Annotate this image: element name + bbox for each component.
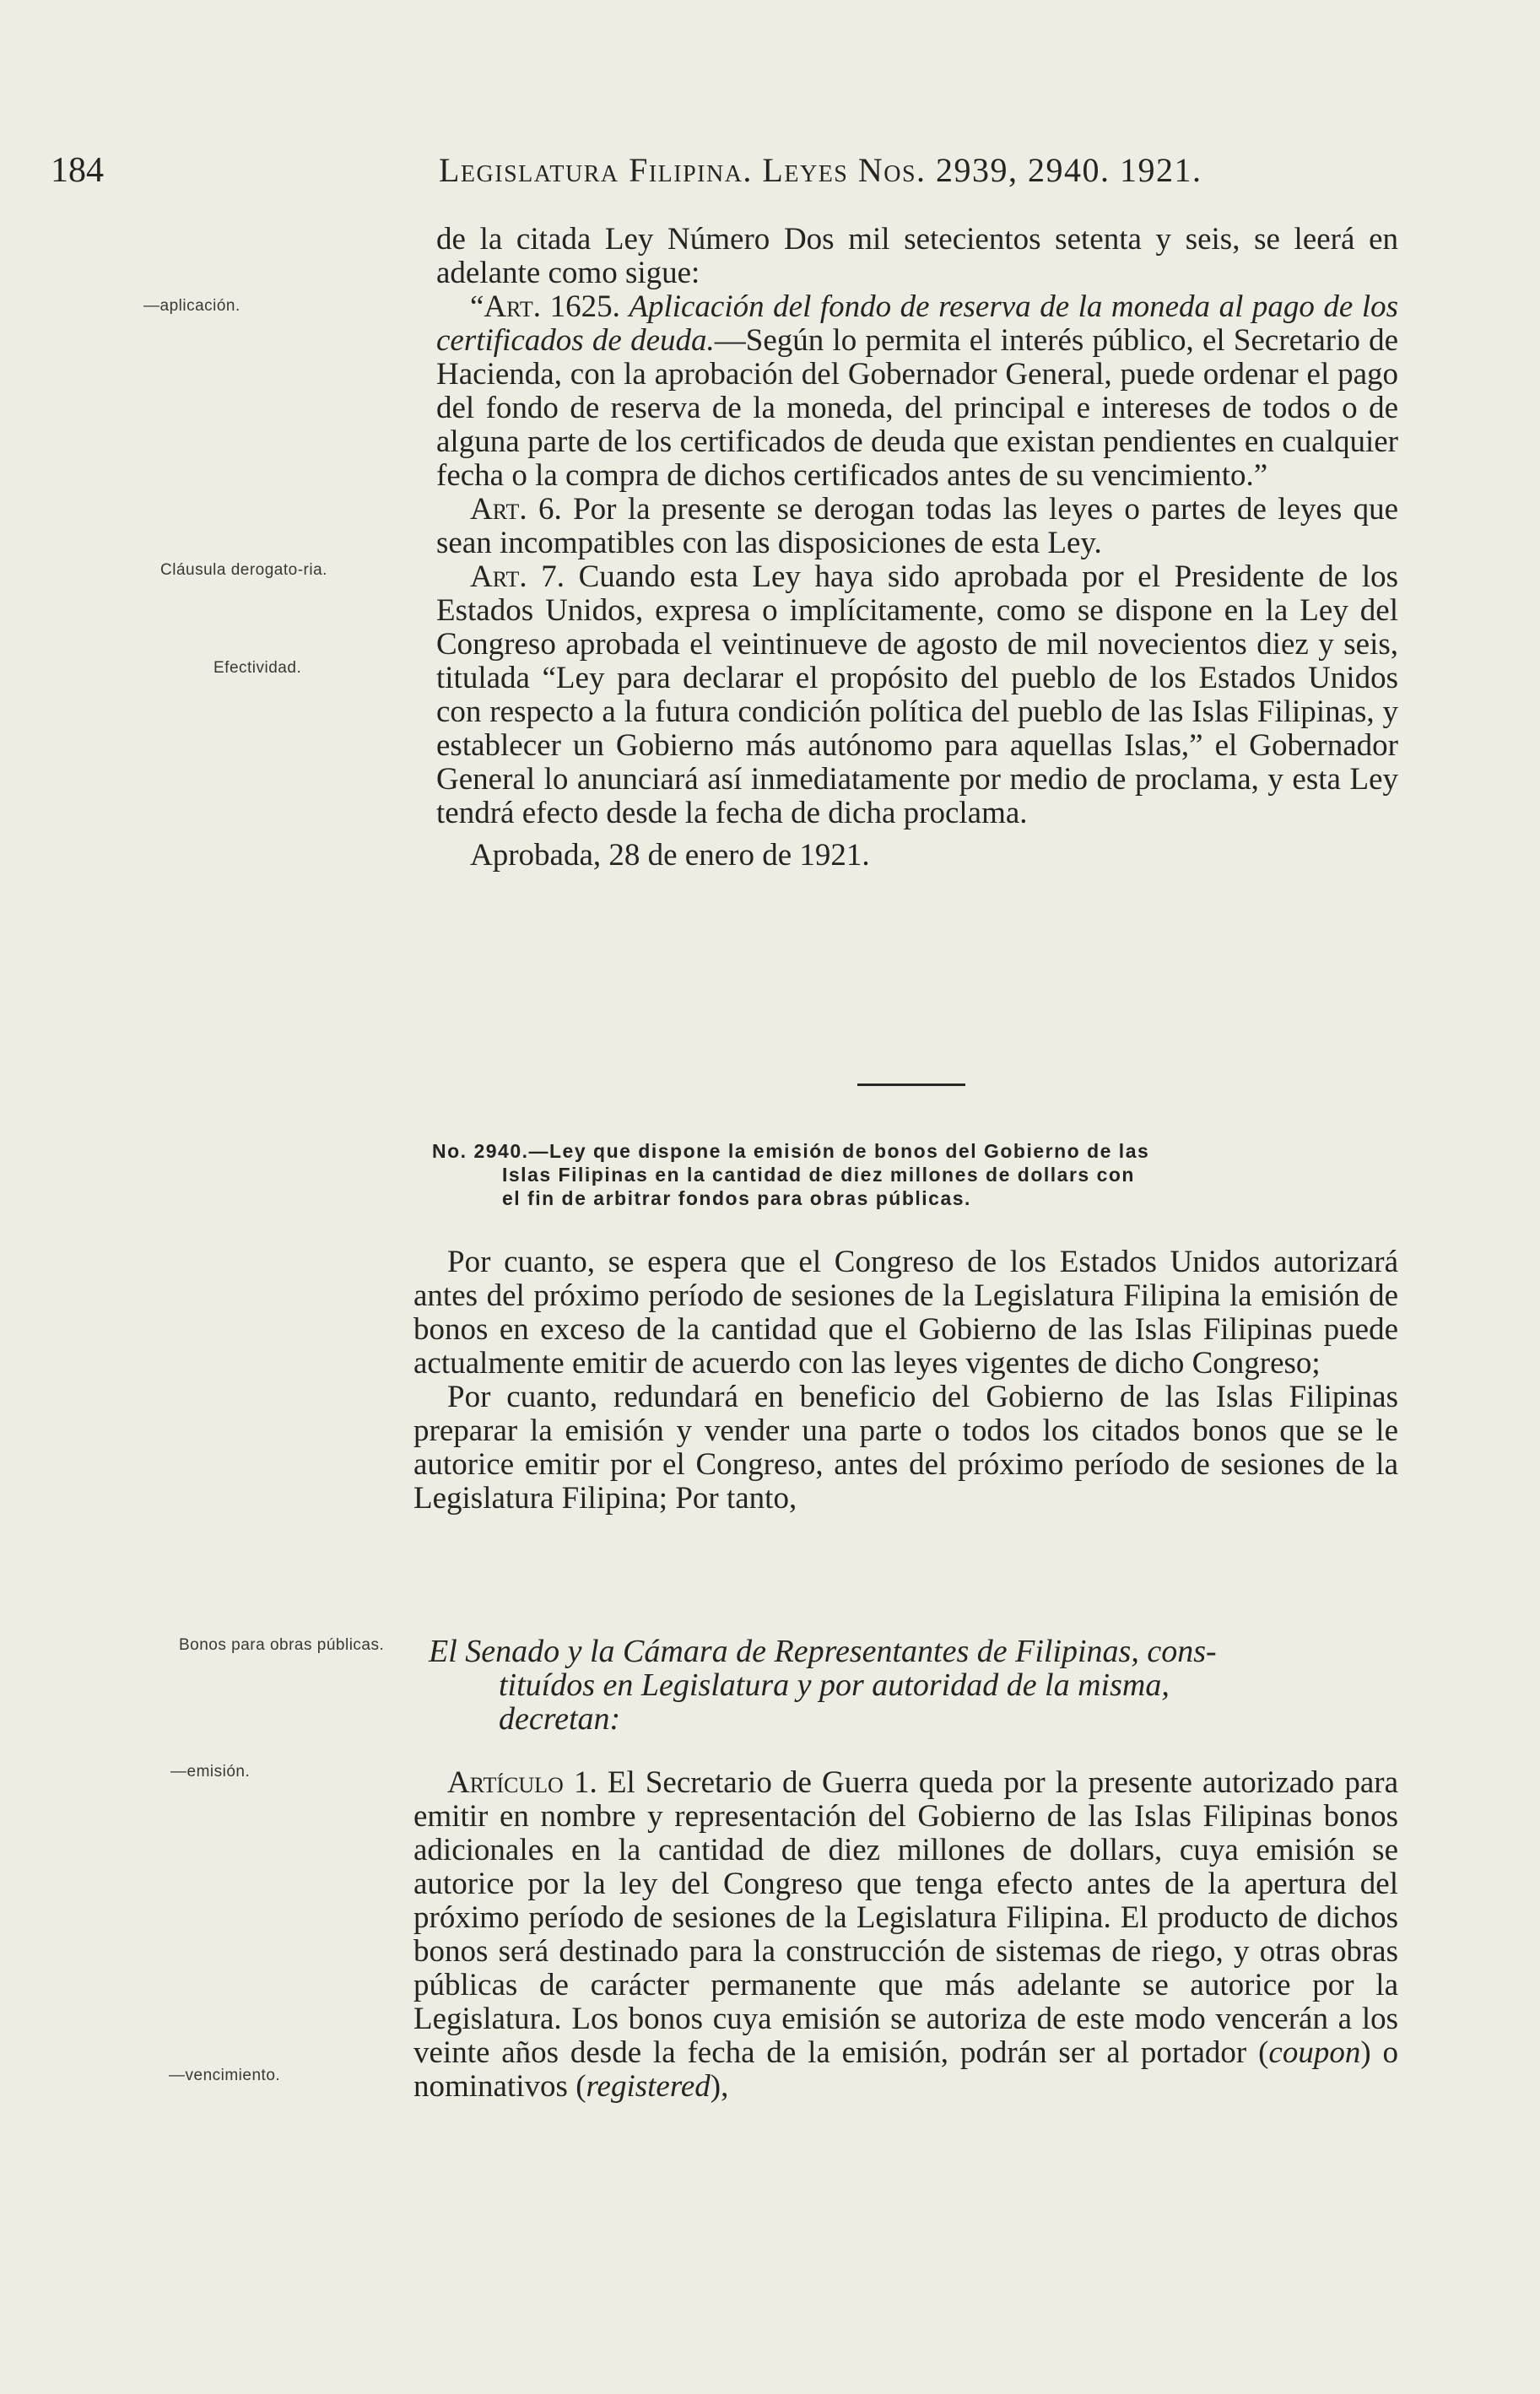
law-title-line-2: Islas Filipinas en la cantidad de diez millones de dollars con	[502, 1164, 1135, 1186]
enacting-line-3: decretan:	[499, 1701, 621, 1737]
section-ley-2939	[436, 223, 1398, 873]
enacting-clause	[429, 1635, 1399, 1736]
coupon-term: coupon	[1268, 2035, 1361, 2070]
whereas-1: Por cuanto, se espera que el Congreso de los Estados Unidos autorizará antes del próximo período de sesiones de la Legislatura Filipina la emisión de bonos en exceso de la cantidad que el Gobierno de las Islas Filipinas puede actualmente emitir de acuerdo con las leyes vigentes de dicho Congreso;	[413, 1245, 1398, 1381]
margin-note-emision: —emisión.	[170, 1763, 251, 1781]
law-number: No. 2940.	[432, 1140, 529, 1162]
article-1	[413, 1766, 1398, 2104]
article-6-label: Art. 6.	[470, 492, 562, 527]
article-7	[436, 560, 1398, 830]
article-1-label: Artículo 1.	[447, 1765, 597, 1800]
whereas-2: Por cuanto, redundará en beneficio del Gobierno de las Islas Filipinas preparar la emisión y vender una parte o todos los citados bonos que se le autorice emitir por el Congreso, antes del próximo período de sesiones de la Legislatura Filipina; Por tanto,	[413, 1380, 1398, 1516]
article-1-body: El Secretario de Guerra queda por la presente autorizado para emitir en nombre y representación del Gobierno de las Islas Filipinas bonos adicionales en la cantidad de diez millones de dollars, cuya emisión se autorice por la ley del Congreso que tenga efecto antes de la apertura del próximo período de sesiones de la Legislatura Filipina. El producto de dichos bonos será destinado para la construcción de sistemas de riego, y otras obras públicas de carácter permanente que más adelante se autorice por la Legislatura. Los bonos cuya emisión se autoriza de este modo vencerán a los veinte años desde la fecha de la emisión, podrán ser al portador (	[413, 1765, 1398, 2070]
registered-term: registered	[586, 2069, 711, 2104]
section-divider	[857, 1084, 965, 1086]
article-1625-title: Aplicación del fondo de reserva de la moneda al pago de los certificados de deuda.	[436, 289, 1398, 358]
margin-note-bonos-obras-publicas: Bonos para obras públicas.	[179, 1636, 385, 1654]
article-1625-body: —Según lo permita el interés público, el Secretario de Hacienda, con la aprobación del Gobernador General, puede ordenar el pago del fondo de reserva de la moneda, del principal e intereses de todos o de alguna parte de los certificados de deuda que existan pendientes en cualquier fecha o la compra de dichos certificados antes de su vencimiento.”	[436, 323, 1399, 493]
law-title-line-1: —Ley que dispone la emisión de bonos del Gobierno de las	[528, 1140, 1150, 1162]
intro-paragraph: de la citada Ley Número Dos mil setecientos setenta y seis, se leerá en adelante como sigue:	[436, 222, 1398, 290]
law-title-line-3: el fin de arbitrar fondos para obras públicas.	[502, 1187, 971, 1209]
whereas-clauses	[413, 1246, 1398, 1516]
enacting-line-2: tituídos en Legislatura y por autoridad de la misma,	[499, 1667, 1170, 1703]
article-1-end: ),	[710, 2069, 729, 2104]
article-7-label: Art. 7.	[470, 559, 565, 594]
article-6	[436, 493, 1398, 560]
margin-note-aplicacion: —aplicación.	[143, 297, 240, 315]
margin-note-efectividad: Efectividad.	[213, 659, 302, 677]
page-number: 184	[51, 151, 104, 190]
enacting-line-1: El Senado y la Cámara de Representantes de Filipinas, cons-	[429, 1634, 1217, 1669]
article-1-mid: ) o nominativos (	[413, 2035, 1398, 2104]
margin-note-clausula-derogatoria: Cláusula derogato-ria.	[160, 561, 327, 579]
law-2940-title	[432, 1139, 1398, 1210]
article-7-body: Cuando esta Ley haya sido aprobada por el Presidente de los Estados Unidos, expresa o implícitamente, como se dispone en la Ley del Congreso aprobada el veintinueve de agosto de mil novecientos diez y seis, titulada “Ley para declarar el propósito del pueblo de los Estados Unidos con respecto a la futura condición política del pueblo de las Islas Filipinas, y establecer un Gobierno más autónomo para aquellas Islas,” el Gobernador General lo anunciará así inmediatamente por medio de proclama, y esta Ley tendrá efecto desde la fecha de dicha proclama.	[436, 559, 1398, 830]
article-1625	[436, 290, 1398, 493]
article-1-paragraph	[413, 1766, 1398, 2104]
article-1625-label: “Art. 1625.	[470, 289, 620, 324]
running-head: Legislatura Filipina. Leyes Nos. 2939, 2940. 1921.	[439, 151, 1202, 189]
approval-date: Aprobada, 28 de enero de 1921.	[470, 838, 870, 873]
margin-note-vencimiento: —vencimiento.	[169, 2067, 281, 2084]
article-6-body: Por la presente se derogan todas las leyes o partes de leyes que sean incompatibles con las disposiciones de esta Ley.	[436, 492, 1398, 560]
